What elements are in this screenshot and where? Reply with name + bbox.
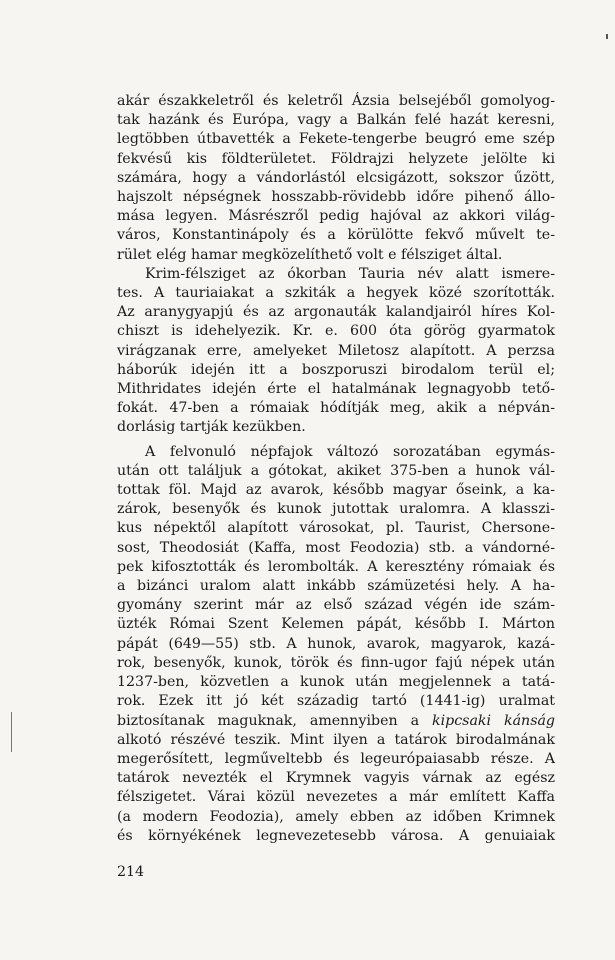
text-line <box>117 673 555 692</box>
text-line <box>117 188 555 207</box>
line-text: zárok, besenyők és kunok jutottak uralomra. A klasszi- <box>117 501 555 518</box>
line-text: tatárok nevezték el Krymnek vagyis várnak az egész <box>117 770 555 787</box>
line-text: félszigetet. Várai közül nevezetes a már említett Kaffa <box>117 789 555 806</box>
text-line <box>117 519 555 538</box>
line-text: város, Konstantinápoly és a körülötte fekvő művelt te- <box>117 227 555 244</box>
text-line <box>117 577 555 596</box>
line-text: rület elég hamar megközelíthető volt e félsziget által. <box>117 246 503 263</box>
line-text: a bizánci uralom alatt inkább számüzetési hely. A ha- <box>117 578 555 595</box>
line-text: rok, besenyők, kunok, török és finn-ugor fajú népek után <box>117 654 555 671</box>
text-line <box>117 654 555 673</box>
text-line <box>117 692 555 711</box>
text-line <box>117 500 555 519</box>
text-line <box>117 418 555 437</box>
line-text: mása legyen. Másrészről pedig hajóval az akkori világ- <box>117 208 555 225</box>
line-text: biztosítanak maguknak, amennyiben a <box>117 712 432 729</box>
line-text: akár északkeletről és keletről Ázsia belsejéből gomolyog- <box>117 93 555 109</box>
text-line <box>117 615 555 634</box>
line-text: megerősített, legműveltebb és legeurópaiasabb része. A <box>117 750 555 767</box>
text-line <box>117 443 555 462</box>
text-line <box>117 808 555 827</box>
line-text: után ott találjuk a gótokat, akiket 375-ben a hunok vál- <box>117 462 555 479</box>
text-line <box>117 380 555 399</box>
italic-term: kipcsaki kánság <box>432 712 556 729</box>
line-text: hajszolt népségnek hosszabb-rövidebb időre pihenő állo- <box>117 189 555 206</box>
line-text: sost, Theodosiát (Kaffa, most Feodozia) stb. a vándorné- <box>117 539 555 556</box>
scan-edge-mark <box>11 712 12 752</box>
text-line <box>117 399 555 418</box>
line-text: A felvonuló népfajok változó sorozatában egymás- <box>145 443 555 460</box>
line-text: dorlásig tartják kezükben. <box>117 419 306 436</box>
line-text: tes. A tauriaiakat a szkiták a hegyek közé szorították. <box>117 285 555 302</box>
text-line <box>117 539 555 558</box>
text-line <box>117 788 555 807</box>
text-line <box>117 712 555 731</box>
body-text <box>117 92 555 846</box>
line-text: Mithridates idején érte el hatalmának legnagyobb tető- <box>117 381 555 398</box>
line-text: Az aranygyapjú és az argonauták kalandjairól híres Kol- <box>117 304 555 321</box>
line-text: virágzanak erre, amelyeket Miletosz alapított. A perzsa <box>117 342 555 359</box>
line-text: 1237-ben, közvetlen a kunok után megjelennek a tatá- <box>117 674 555 691</box>
text-line <box>117 827 555 846</box>
text-line <box>117 303 555 322</box>
text-line <box>117 169 555 188</box>
text-line <box>117 226 555 245</box>
text-line <box>117 265 555 284</box>
text-line <box>117 596 555 615</box>
text-line <box>117 150 555 169</box>
text-line <box>117 462 555 481</box>
line-text: számára, hogy a vándorlástól elcsigázott, sokszor űzött, <box>117 169 555 186</box>
text-line <box>117 558 555 577</box>
text-line <box>117 769 555 788</box>
text-line <box>117 481 555 500</box>
line-text: tak hazánk és Európa, vagy a Balkán felé hazát keresni, <box>117 112 555 129</box>
line-text: alkotó részévé teszik. Mint ilyen a tatárok birodalmának <box>117 731 555 748</box>
text-line <box>117 130 555 149</box>
text-line <box>117 731 555 750</box>
line-text: (a modern Feodozia), amely ebben az időben Krimnek <box>117 808 555 825</box>
line-text: fokát. 47-ben a rómaiak hódítják meg, akik a népván- <box>117 400 555 417</box>
text-line <box>117 342 555 361</box>
line-text: kus népektől alapított városokat, pl. Taurist, Chersone- <box>117 520 555 537</box>
line-text: háborúk idején itt a boszporuszi birodalom terül el; <box>117 361 555 378</box>
text-line <box>117 361 555 380</box>
line-text: rok. Ezek itt jó két századig tartó (1441-ig) uralmat <box>117 693 555 710</box>
scan-corner-mark <box>606 34 608 39</box>
text-line <box>117 246 555 265</box>
text-line <box>117 322 555 341</box>
line-text: pápát (649—55) stb. A hunok, avarok, magyarok, kazá- <box>117 635 555 652</box>
text-line <box>117 635 555 654</box>
text-line <box>117 207 555 226</box>
line-text: fekvésű kis földterületet. Földrajzi helyzete jelölte ki <box>117 150 555 167</box>
text-line <box>117 750 555 769</box>
text-line <box>117 111 555 130</box>
line-text: pek kifosztották és lerombolták. A keresztény rómaiak és <box>117 558 555 575</box>
page-number: 214 <box>117 864 145 880</box>
line-text: üzték Római Szent Kelemen pápát, később I. Márton <box>117 616 555 633</box>
line-text: és környékének legnevezetesebb városa. A genuiaiak <box>117 827 555 844</box>
text-line <box>117 92 555 111</box>
text-line <box>117 284 555 303</box>
line-text: chiszt is idehelyezik. Kr. e. 600 óta görög gyarmatok <box>117 323 555 340</box>
line-text: legtöbben útbavették a Fekete-tengerbe beugró eme szép <box>117 131 555 148</box>
line-text: tottak föl. Majd az avarok, később magyar őseink, a ka- <box>117 482 555 499</box>
line-text: Krim-félsziget az ókorban Tauria név alatt ismere- <box>145 265 555 282</box>
line-text: gyomány szerint már az első század végén ide szám- <box>117 597 555 614</box>
